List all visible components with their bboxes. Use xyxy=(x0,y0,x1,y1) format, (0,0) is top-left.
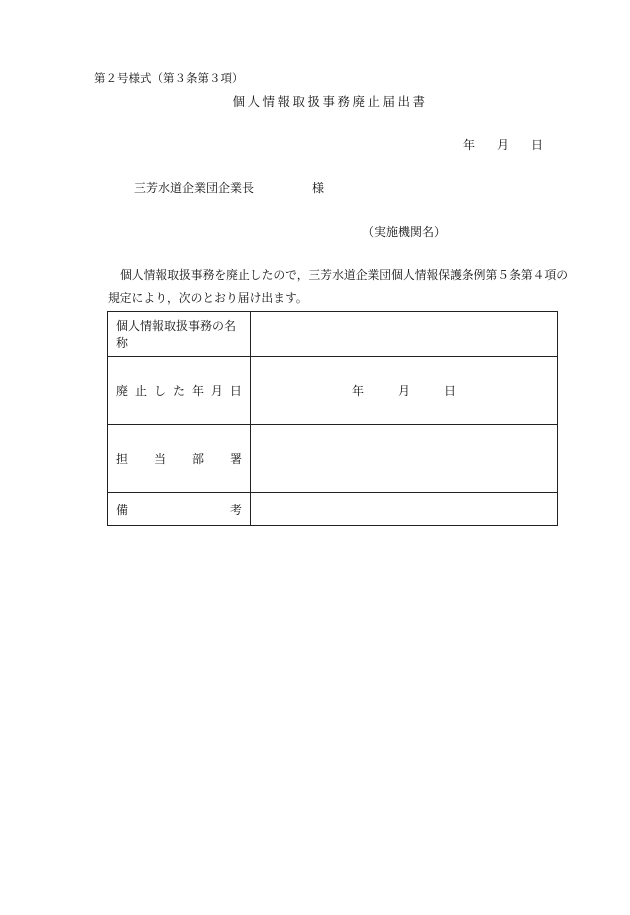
label-char: 日 xyxy=(229,384,242,398)
label-char: 止 xyxy=(134,384,147,398)
abolition-month-label: 月 xyxy=(397,384,410,398)
agency-name-label: （実施機関名） xyxy=(362,225,447,239)
form-number: 第２号様式（第３条第３項） xyxy=(94,71,244,85)
office-name-label: 個人情報取扱事務の名称 xyxy=(108,312,251,357)
label-char: 考 xyxy=(229,502,242,517)
department-label xyxy=(108,425,251,493)
label-char: 担 xyxy=(116,452,129,466)
office-name-field[interactable] xyxy=(251,312,558,357)
label-char: 署 xyxy=(229,452,242,466)
abolition-date-label xyxy=(108,357,251,425)
date-year-label: 年 xyxy=(463,138,476,152)
submission-date xyxy=(463,136,543,153)
label-char: た xyxy=(172,384,185,398)
table-row xyxy=(108,425,558,493)
table-row xyxy=(108,357,558,425)
label-char: し xyxy=(153,384,166,398)
date-day-label: 日 xyxy=(531,138,544,152)
abolition-date-field[interactable] xyxy=(251,357,558,425)
recipient-honorific: 様 xyxy=(312,181,325,195)
table-row xyxy=(108,312,558,357)
label-char: 月 xyxy=(210,384,223,398)
remarks-label xyxy=(108,493,251,526)
label-char: 備 xyxy=(116,502,129,517)
label-char: 廃 xyxy=(116,384,129,398)
recipient-name: 三芳水道企業団企業長 xyxy=(134,181,255,195)
date-month-label: 月 xyxy=(497,138,510,152)
label-char: 年 xyxy=(191,384,204,398)
form-table xyxy=(107,311,558,526)
remarks-field[interactable] xyxy=(251,493,558,526)
body-text: 個人情報取扱事務を廃止したので，三芳水道企業団個人情報保護条例第５条第４項の規定により，次のとおり届け出ます。 xyxy=(108,268,569,305)
document-title: 個人情報取扱事務廃止届出書 xyxy=(232,94,428,109)
department-field[interactable] xyxy=(251,425,558,493)
abolition-year-label: 年 xyxy=(351,384,364,398)
label-char: 部 xyxy=(191,452,204,466)
label-char: 当 xyxy=(153,452,166,466)
abolition-day-label: 日 xyxy=(444,384,457,398)
table-row xyxy=(108,493,558,526)
recipient-line xyxy=(134,179,324,196)
